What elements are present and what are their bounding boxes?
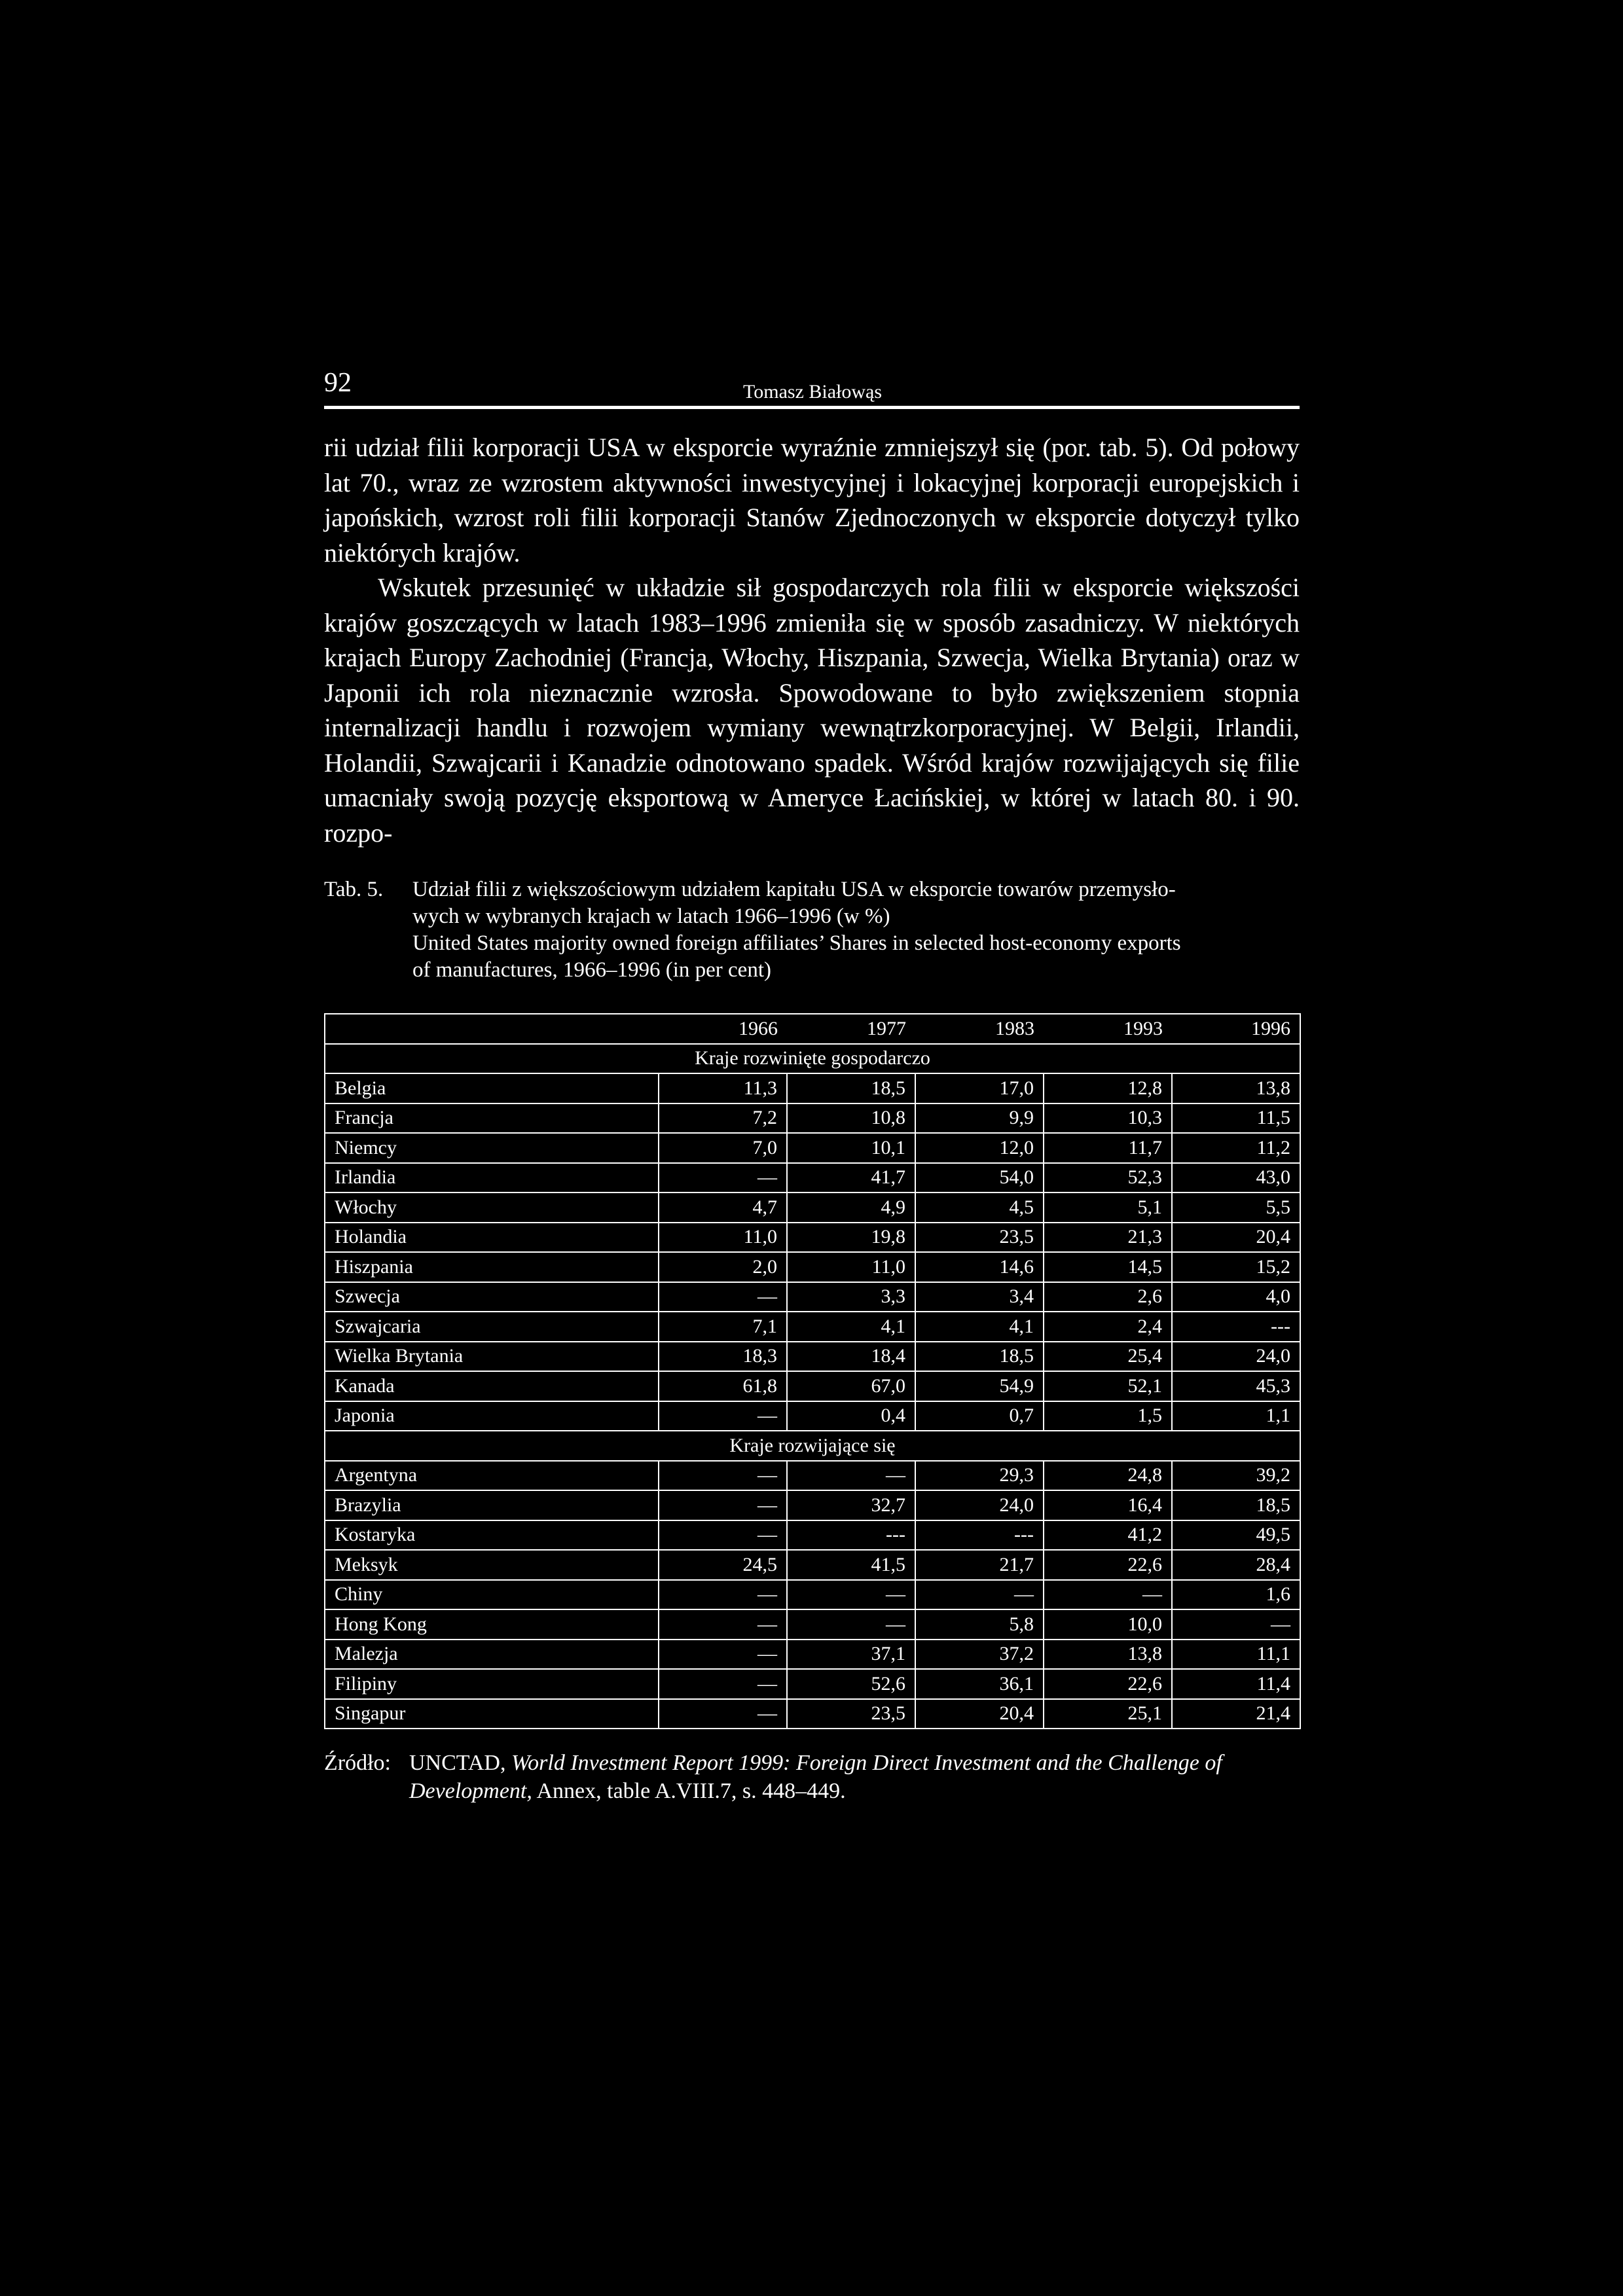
page-number: 92	[324, 368, 352, 398]
value-cell: 7,0	[659, 1133, 787, 1163]
value-cell: 11,5	[1172, 1103, 1300, 1134]
table-row	[325, 1401, 1300, 1431]
value-cell: ---	[787, 1520, 915, 1551]
country-name: Malezja	[325, 1640, 659, 1670]
table-row	[325, 1282, 1300, 1312]
value-cell: 37,2	[915, 1640, 1044, 1670]
header-blank-cell	[325, 1014, 659, 1044]
country-name: Hong Kong	[325, 1609, 659, 1640]
value-cell: 28,4	[1172, 1550, 1300, 1580]
value-cell: —	[659, 1640, 787, 1670]
country-name: Singapur	[325, 1699, 659, 1729]
table-row	[325, 1103, 1300, 1134]
value-cell: 25,1	[1044, 1699, 1172, 1729]
value-cell: —	[659, 1282, 787, 1312]
table-row	[325, 1580, 1300, 1610]
value-cell: 4,5	[915, 1193, 1044, 1223]
value-cell: 22,6	[1044, 1669, 1172, 1699]
country-name: Francja	[325, 1103, 659, 1134]
value-cell: 41,5	[787, 1550, 915, 1580]
value-cell: 15,2	[1172, 1252, 1300, 1282]
value-cell: 18,5	[1172, 1490, 1300, 1520]
value-cell: 52,3	[1044, 1163, 1172, 1193]
table-row	[325, 1640, 1300, 1670]
value-cell: 24,0	[1172, 1342, 1300, 1372]
year-header: 1977	[787, 1014, 915, 1044]
value-cell: 4,9	[787, 1193, 915, 1223]
table-row	[325, 1699, 1300, 1729]
value-cell: 49,5	[1172, 1520, 1300, 1551]
value-cell: —	[915, 1580, 1044, 1610]
source-details: Annex, table A.VIII.7, s. 448–449.	[536, 1779, 846, 1803]
country-name: Szwajcaria	[325, 1312, 659, 1342]
value-cell: 23,5	[915, 1223, 1044, 1253]
value-cell: 4,0	[1172, 1282, 1300, 1312]
value-cell: 21,3	[1044, 1223, 1172, 1253]
country-name: Kostaryka	[325, 1520, 659, 1551]
value-cell: 2,4	[1044, 1312, 1172, 1342]
caption-polish-line: Udział filii z większościowym udziałem kapitału USA w eksporcie towarów przemysło-	[412, 878, 1176, 901]
source-publisher: UNCTAD,	[409, 1751, 506, 1775]
value-cell: —	[787, 1609, 915, 1640]
value-cell: 10,3	[1044, 1103, 1172, 1134]
country-name: Meksyk	[325, 1550, 659, 1580]
page-header	[324, 367, 1300, 409]
source-label: Źródło:	[324, 1751, 391, 1775]
caption-english-line: United States majority owned foreign affiliates’ Shares in selected host-economy exports	[412, 931, 1181, 955]
country-name: Hiszpania	[325, 1252, 659, 1282]
document-page	[324, 367, 1300, 1805]
value-cell: 14,5	[1044, 1252, 1172, 1282]
value-cell: 11,0	[787, 1252, 915, 1282]
value-cell: 10,1	[787, 1133, 915, 1163]
value-cell: 36,1	[915, 1669, 1044, 1699]
table-row	[325, 1342, 1300, 1372]
value-cell: 67,0	[787, 1371, 915, 1401]
paragraph: rii udział filii korporacji USA w eksporcie wyraźnie zmniejszył się (por. tab. 5). Od połowy lat 70., wraz ze wzrostem aktywności inwestycyjnej i lokacyjnej korporacji europejskich i japońskich, wzrost roli filii korporacji Stanów Zjednoczonych w eksporcie dotyczył tylko niektórych krajów.	[324, 433, 1300, 567]
value-cell: 11,7	[1044, 1133, 1172, 1163]
country-name: Belgia	[325, 1073, 659, 1103]
value-cell: 45,3	[1172, 1371, 1300, 1401]
value-cell: 11,0	[659, 1223, 787, 1253]
value-cell: 24,8	[1044, 1461, 1172, 1491]
table-row	[325, 1073, 1300, 1103]
table-row	[325, 1609, 1300, 1640]
country-name: Holandia	[325, 1223, 659, 1253]
country-name: Szwecja	[325, 1282, 659, 1312]
table-row	[325, 1490, 1300, 1520]
value-cell: 11,1	[1172, 1640, 1300, 1670]
value-cell: 37,1	[787, 1640, 915, 1670]
value-cell: —	[659, 1580, 787, 1610]
value-cell: 0,7	[915, 1401, 1044, 1431]
value-cell: 13,8	[1172, 1073, 1300, 1103]
value-cell: 5,8	[915, 1609, 1044, 1640]
data-table	[324, 1013, 1301, 1729]
value-cell: 52,6	[787, 1669, 915, 1699]
value-cell: —	[787, 1580, 915, 1610]
source-note	[324, 1749, 1300, 1805]
value-cell: 11,4	[1172, 1669, 1300, 1699]
value-cell: 7,1	[659, 1312, 787, 1342]
value-cell: —	[659, 1401, 787, 1431]
table-row	[325, 1312, 1300, 1342]
table-row	[325, 1669, 1300, 1699]
table-header-row	[325, 1014, 1300, 1044]
value-cell: —	[659, 1699, 787, 1729]
country-name: Wielka Brytania	[325, 1342, 659, 1372]
value-cell: 2,6	[1044, 1282, 1172, 1312]
value-cell: 12,8	[1044, 1073, 1172, 1103]
body-text	[324, 430, 1300, 850]
value-cell: —	[787, 1461, 915, 1491]
table-row	[325, 1520, 1300, 1551]
value-cell: 41,7	[787, 1163, 915, 1193]
country-name: Filipiny	[325, 1669, 659, 1699]
value-cell: 18,3	[659, 1342, 787, 1372]
value-cell: 7,2	[659, 1103, 787, 1134]
value-cell: 10,8	[787, 1103, 915, 1134]
value-cell: —	[1044, 1580, 1172, 1610]
value-cell: 20,4	[1172, 1223, 1300, 1253]
value-cell: 39,2	[1172, 1461, 1300, 1491]
running-head-author: Tomasz Białowąs	[743, 381, 883, 403]
value-cell: 4,1	[787, 1312, 915, 1342]
year-header: 1983	[915, 1014, 1044, 1044]
value-cell: 4,7	[659, 1193, 787, 1223]
year-header: 1996	[1172, 1014, 1300, 1044]
table-row	[325, 1550, 1300, 1580]
value-cell: 11,3	[659, 1073, 787, 1103]
value-cell: 54,0	[915, 1163, 1044, 1193]
value-cell: 4,1	[915, 1312, 1044, 1342]
table-caption	[324, 876, 1300, 984]
caption-english-line: of manufactures, 1966–1996 (in per cent)	[412, 958, 771, 982]
year-header: 1993	[1044, 1014, 1172, 1044]
value-cell: 21,4	[1172, 1699, 1300, 1729]
value-cell: 41,2	[1044, 1520, 1172, 1551]
value-cell: 29,3	[915, 1461, 1044, 1491]
year-header: 1966	[659, 1014, 787, 1044]
group-header-row	[325, 1044, 1300, 1074]
country-name: Chiny	[325, 1580, 659, 1610]
country-name: Japonia	[325, 1401, 659, 1431]
value-cell: 52,1	[1044, 1371, 1172, 1401]
value-cell: —	[659, 1163, 787, 1193]
value-cell: 54,9	[915, 1371, 1044, 1401]
table-row	[325, 1163, 1300, 1193]
group-label: Kraje rozwinięte gospodarczo	[325, 1044, 1300, 1074]
value-cell: 9,9	[915, 1103, 1044, 1134]
value-cell: 23,5	[787, 1699, 915, 1729]
value-cell: —	[659, 1669, 787, 1699]
value-cell: 43,0	[1172, 1163, 1300, 1193]
table-row	[325, 1223, 1300, 1253]
value-cell: 17,0	[915, 1073, 1044, 1103]
value-cell: 19,8	[787, 1223, 915, 1253]
value-cell: 18,5	[915, 1342, 1044, 1372]
value-cell: 2,0	[659, 1252, 787, 1282]
value-cell: —	[659, 1490, 787, 1520]
value-cell: 0,4	[787, 1401, 915, 1431]
value-cell: 1,6	[1172, 1580, 1300, 1610]
group-label: Kraje rozwijające się	[325, 1431, 1300, 1461]
table-row	[325, 1461, 1300, 1491]
value-cell: 3,4	[915, 1282, 1044, 1312]
value-cell: 24,5	[659, 1550, 787, 1580]
value-cell: 11,2	[1172, 1133, 1300, 1163]
value-cell: 14,6	[915, 1252, 1044, 1282]
value-cell: 13,8	[1044, 1640, 1172, 1670]
table-label: Tab. 5.	[324, 878, 384, 901]
value-cell: 61,8	[659, 1371, 787, 1401]
value-cell: 18,5	[787, 1073, 915, 1103]
table-row	[325, 1133, 1300, 1163]
value-cell: 32,7	[787, 1490, 915, 1520]
group-header-row	[325, 1431, 1300, 1461]
value-cell: 5,1	[1044, 1193, 1172, 1223]
value-cell: —	[659, 1461, 787, 1491]
value-cell: 12,0	[915, 1133, 1044, 1163]
value-cell: 3,3	[787, 1282, 915, 1312]
country-name: Kanada	[325, 1371, 659, 1401]
value-cell: —	[659, 1609, 787, 1640]
value-cell: 20,4	[915, 1699, 1044, 1729]
value-cell: 21,7	[915, 1550, 1044, 1580]
value-cell: 1,1	[1172, 1401, 1300, 1431]
value-cell: 25,4	[1044, 1342, 1172, 1372]
value-cell: —	[659, 1520, 787, 1551]
source-title: World Investment Report 1999: Foreign Direct Investment and the Challenge of Development,	[409, 1751, 1222, 1803]
value-cell: 16,4	[1044, 1490, 1172, 1520]
table-row	[325, 1252, 1300, 1282]
country-name: Niemcy	[325, 1133, 659, 1163]
table-row	[325, 1371, 1300, 1401]
country-name: Brazylia	[325, 1490, 659, 1520]
value-cell: ---	[1172, 1312, 1300, 1342]
paragraph: Wskutek przesunięć w układzie sił gospodarczych rola filii w eksporcie większości krajów goszczących w latach 1983–1996 zmieniła się w sposób zasadniczy. W niektórych krajach Europy Zachodniej (Francja, Włochy, Hiszpania, Szwecja, Wielka Brytania) oraz w Japonii ich rola nieznacznie wzrosła. Spowodowane to było zwiększeniem stopnia internalizacji handlu i rozwojem wymiany wewnątrzkorporacyjnej. W Belgii, Irlandii, Holandii, Szwajcarii i Kanadzie odnotowano spadek. Wśród krajów rozwijających się filie umacniały swoją pozycję eksportową w Ameryce Łacińskiej, w której w latach 80. i 90. rozpo-	[324, 573, 1300, 848]
value-cell: 1,5	[1044, 1401, 1172, 1431]
value-cell: 10,0	[1044, 1609, 1172, 1640]
country-name: Włochy	[325, 1193, 659, 1223]
value-cell: 22,6	[1044, 1550, 1172, 1580]
value-cell: ---	[915, 1520, 1044, 1551]
value-cell: 5,5	[1172, 1193, 1300, 1223]
table-row	[325, 1193, 1300, 1223]
value-cell: 18,4	[787, 1342, 915, 1372]
caption-polish-line: wych w wybranych krajach w latach 1966–1996 (w %)	[412, 905, 890, 928]
value-cell: 24,0	[915, 1490, 1044, 1520]
country-name: Argentyna	[325, 1461, 659, 1491]
value-cell: —	[1172, 1609, 1300, 1640]
country-name: Irlandia	[325, 1163, 659, 1193]
